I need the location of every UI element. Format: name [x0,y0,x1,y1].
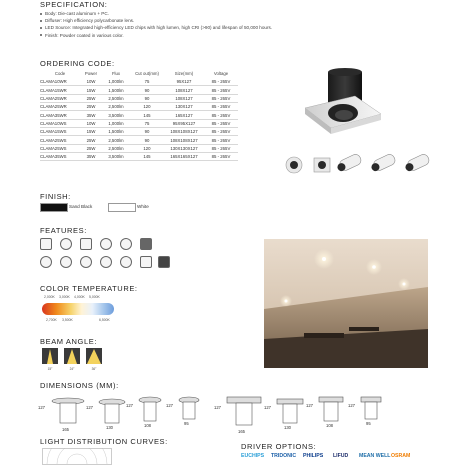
no-flicker-icon [100,256,112,268]
table-cell: CLAMA10WR [40,78,80,86]
ct-label: 6,500K [99,318,110,322]
ct-label: 2,000K [44,295,55,299]
table-cell: 35W [80,111,102,119]
table-cell: 1,000lm [102,119,130,127]
ct-label: 3,000K [59,295,70,299]
table-cell: 2,500lm [102,94,130,102]
table-cell: 90 [130,86,164,94]
table-cell: 95X127 [164,78,204,86]
dim-drawing [226,395,262,427]
dim-drawing [178,395,200,421]
driver-brand-logo: PHILIPS [303,453,324,459]
spec-bullet: Body: Die-cast aluminum + PC. [40,10,370,17]
dim-drawing [360,395,382,421]
dimensions-heading: DIMENSIONS (MM): [40,381,119,390]
table-cell: 2,500lm [102,144,130,152]
table-cell: 90 [130,136,164,144]
table-row [40,136,238,144]
table-cell: 1,500lm [102,86,130,94]
beam-angle-label: 24° [69,367,75,371]
application-photo [264,239,428,368]
table-cell: 15W [80,128,102,136]
table-cell: 1,500lm [102,128,130,136]
ordering-code-table [40,69,238,161]
light-distribution-curve [42,448,112,465]
table-cell: 165X127 [164,111,204,119]
table-row [40,153,238,161]
beam-angle-label: 36° [91,367,97,371]
driver-brand-logo: LIFUD [333,453,349,459]
table-row [40,86,238,94]
table-cell: 15W [80,86,102,94]
light-distribution-heading: LIGHT DISTRIBUTION CURVES: [40,437,168,446]
led-chip-icon [80,238,92,250]
dim-drawing [318,395,344,423]
specification-heading: SPECIFICATION: [40,0,108,9]
driver-brand-logo: OSRAM [391,453,411,459]
table-cell: 85 - 265V [204,144,238,152]
ip-rating-icon [60,238,72,250]
finish-swatch-white [108,203,136,212]
beam-angle-label: 15° [47,367,53,371]
dim-height: 127 [264,405,271,410]
table-cell: 85 - 265V [204,86,238,94]
dim-width: 165 [238,429,245,434]
column-header: Cut out(mm) [135,71,159,76]
table-cell: 145 [130,111,164,119]
table-cell: CLAMA15WR [40,86,80,94]
adjustable-angle-icon [120,256,132,268]
dim-drawing [138,395,162,423]
dim-drawing [51,395,85,425]
table-cell: 85 - 265V [204,128,238,136]
power-factor-icon [40,256,52,268]
dim-height: 127 [214,405,221,410]
driver-brands [241,453,431,463]
table-cell: 85 - 265V [204,153,238,161]
dim-drawing [98,397,126,425]
table-cell: 120 [130,103,164,111]
dim-width: 165 [62,427,69,432]
column-header: Code [54,71,66,76]
table-cell: 25W [80,94,102,102]
specification-list [40,10,370,39]
table-cell: CLAMA35WS [40,153,80,161]
color-temperature-heading: COLOR TEMPERATURE: [40,284,138,293]
ce-mark-icon [60,256,72,268]
dim-height: 127 [86,405,93,410]
dim-width: 108 [144,423,151,428]
dim-width: 130 [284,425,291,430]
column-header: Voltage [213,71,229,76]
dim-width: 108 [326,423,333,428]
table-cell: 25W [80,144,102,152]
remote-icon [158,256,170,268]
driver-brand-logo: MEAN WELL [359,453,391,459]
spec-bullet: Diffuser: High efficiency polycarbonate lens. [40,17,370,24]
table-cell: CLAMA15WS [40,128,80,136]
color-temperature-gradient [42,303,114,315]
column-header: Size(mm) [174,71,194,76]
dim-drawing [276,397,304,425]
driver-icon [140,256,152,268]
column-header: Flux [111,71,121,76]
table-cell: 85 - 265V [204,103,238,111]
spec-bullet: LED Source: Integrated high-efficiency LED chips with high lumen, high CRI (>90) and lifespan of 50,000 hours. [40,24,370,31]
product-main-image [295,68,385,148]
dim-height: 127 [306,403,313,408]
table-cell: 25W [80,136,102,144]
table-cell: CLAMA25WR [40,103,80,111]
table-cell: CLAMA35WR [40,111,80,119]
dim-height: 127 [348,403,355,408]
table-cell: 85 - 265V [204,136,238,144]
table-cell: CLAMA25WS [40,144,80,152]
cri-icon [40,238,52,250]
finish-label-black: Sand Black [69,204,93,209]
table-cell: CLAMA10WS [40,119,80,127]
finish-swatch-black [40,203,68,212]
table-cell: 130X130X127 [164,144,204,152]
table-cell: 108X108X127 [164,128,204,136]
table-cell: 108X127 [164,86,204,94]
table-cell: CLAMA25WS [40,136,80,144]
table-row [40,144,238,152]
table-cell: 165X165X127 [164,153,204,161]
ct-label: 3,500K [62,318,73,322]
ct-label: 5,000K [89,295,100,299]
table-cell: 130X127 [164,103,204,111]
features-heading: FEATURES: [40,226,87,235]
table-cell: 25W [80,103,102,111]
ct-label: 4,000K [74,295,85,299]
ct-label: 2,700K [46,318,57,322]
dim-width: 95 [366,421,371,426]
table-header [40,69,238,78]
table-cell: 120 [130,144,164,152]
table-cell: 85 - 265V [204,78,238,86]
table-cell: 90 [130,94,164,102]
features-icons [40,238,180,274]
table-cell: 85 - 265V [204,94,238,102]
product-variants-image [284,150,434,180]
table-cell: 108X127 [164,94,204,102]
ordering-code-heading: ORDERING CODE: [40,59,115,68]
table-cell: 2,500lm [102,103,130,111]
table-row [40,119,238,127]
driver-options-heading: DRIVER OPTIONS: [241,442,317,451]
dimmable-icon [120,238,132,250]
finish-heading: FINISH: [40,192,71,201]
energy-class-icon [140,238,152,250]
table-cell: 85 - 265V [204,119,238,127]
table-row [40,94,238,102]
table-cell: 1,000lm [102,78,130,86]
table-cell: 85 - 265V [204,111,238,119]
table-cell: 75 [130,78,164,86]
driver-brand-logo: TRIDONIC [271,453,297,459]
ordering-code-table-wrap [40,69,238,161]
table-cell: CLAMA25WR [40,94,80,102]
table-cell: 90 [130,128,164,136]
beam-angle-graphics [42,348,102,366]
table-cell: 3,500lm [102,111,130,119]
table-cell: 2,500lm [102,136,130,144]
table-cell: 108X108X127 [164,136,204,144]
lifespan-icon [100,238,112,250]
dim-height: 127 [166,403,173,408]
driver-brand-logo: EUCHIPS [241,453,265,459]
finish-label-white: White [137,204,149,209]
beam-angle-heading: BEAM ANGLE: [40,337,98,346]
table-row [40,103,238,111]
dim-height: 127 [38,405,45,410]
table-cell: 10W [80,78,102,86]
no-uv-icon [80,256,92,268]
table-cell: 35W [80,153,102,161]
table-cell: 95X95X127 [164,119,204,127]
dimensions-drawings [38,393,428,435]
spec-bullet: Finish: Powder coated in various color. [40,32,370,39]
dim-height: 127 [126,403,133,408]
table-cell: 10W [80,119,102,127]
column-header: Power [84,71,98,76]
table-row [40,111,238,119]
table-cell: 3,500lm [102,153,130,161]
table-row [40,128,238,136]
table-cell: 145 [130,153,164,161]
table-cell: 75 [130,119,164,127]
dim-width: 95 [184,421,189,426]
dim-width: 130 [106,425,113,430]
table-row [40,78,238,86]
